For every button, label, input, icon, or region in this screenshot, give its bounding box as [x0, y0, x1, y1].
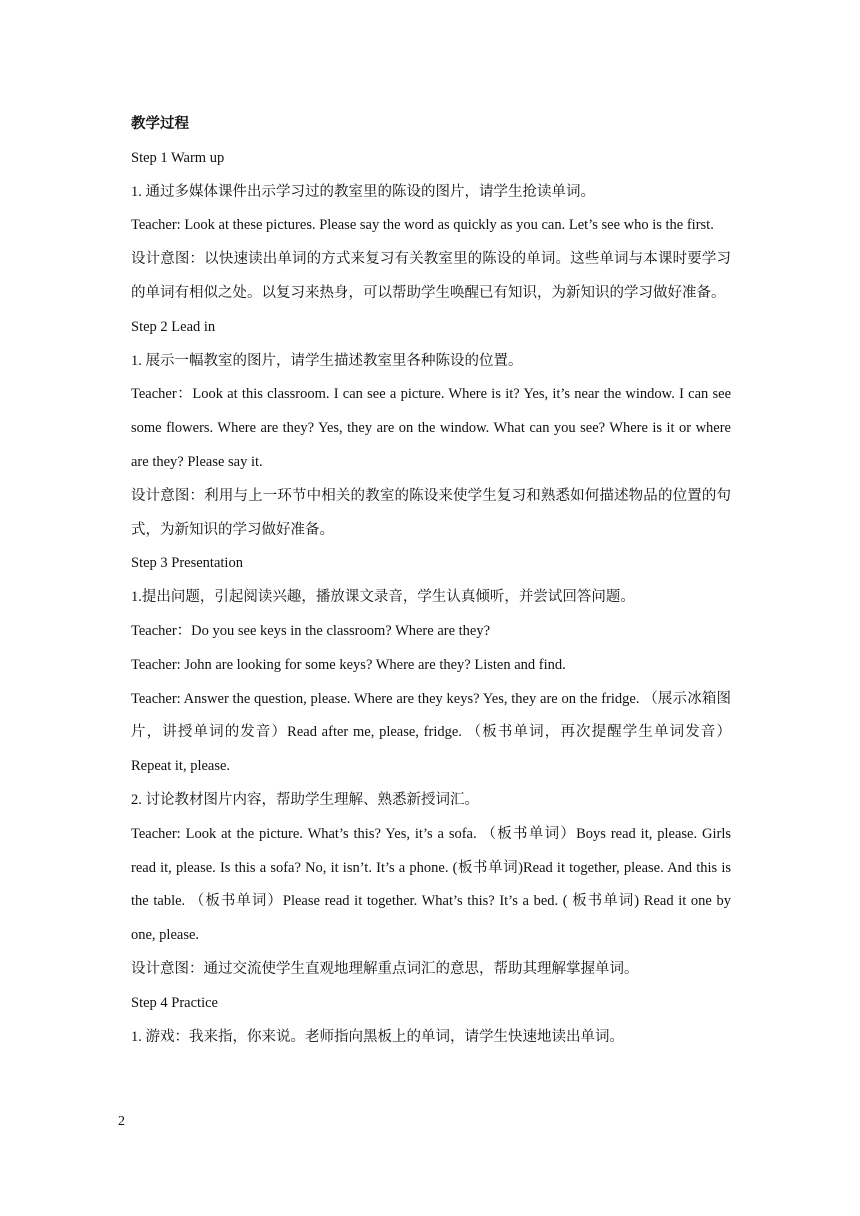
paragraph: Teacher: John are looking for some keys? Where are they? Listen and find.	[131, 656, 566, 673]
document-body	[131, 108, 731, 1054]
step-heading: Step 1 Warm up	[131, 149, 225, 166]
paragraph: Teacher: Look at these pictures. Please say the word as quickly as you can. Let’s see who is the first.	[131, 217, 714, 234]
step-heading: Step 2 Lead in	[131, 318, 216, 335]
paragraph: Teacher：Do you see keys in the classroom? Where are they?	[131, 622, 491, 639]
paragraph: Teacher: Look at the picture. What’s this? Yes, it’s a sofa. （板书单词）Boys read it, please. Girls read it, please. Is this a sofa? No, it isn’t. It’s a phone. (板书单词)Read it together, please. And this is the table. （板书单词）Please read it together. What’s this? It’s a bed. ( 板书单词) Read it one by one, please.	[131, 825, 731, 944]
step-heading: Step 3 Presentation	[131, 555, 243, 572]
section-title: 教学过程	[131, 116, 189, 132]
paragraph: 2. 讨论教材图片内容，帮助学生理解、熟悉新授词汇。	[131, 791, 479, 808]
page-number: 2	[118, 1114, 125, 1129]
paragraph: 1. 展示一幅教室的图片，请学生描述教室里各种陈设的位置。	[131, 352, 523, 369]
paragraph: 1. 通过多媒体课件出示学习过的教室里的陈设的图片，请学生抢读单词。	[131, 183, 595, 200]
paragraph: 设计意图：以快速读出单词的方式来复习有关教室里的陈设的单词。这些单词与本课时要学习的单词有相似之处。以复习来热身，可以帮助学生唤醒已有知识，为新知识的学习做好准备。	[131, 251, 731, 301]
paragraph: 1. 游戏：我来指，你来说。老师指向黑板上的单词，请学生快速地读出单词。	[131, 1028, 624, 1045]
paragraph: 1.提出问题，引起阅读兴趣，播放课文录音，学生认真倾听，并尝试回答问题。	[131, 589, 635, 606]
paragraph: Teacher: Answer the question, please. Where are they keys? Yes, they are on the fridge. （展示冰箱图片，讲授单词的发音）Read after me, please, fridge. （板书单词，再次提醒学生单词发音）Repeat it, please.	[131, 690, 731, 775]
step-heading: Step 4 Practice	[131, 994, 218, 1011]
paragraph: 设计意图：通过交流使学生直观地理解重点词汇的意思，帮助其理解掌握单词。	[131, 960, 639, 977]
paragraph: Teacher：Look at this classroom. I can see a picture. Where is it? Yes, it’s near the window. I can see some flowers. Where are they? Yes, they are on the window. What can you see? Where is it or where are they? Please say it.	[131, 386, 731, 470]
paragraph: 设计意图：利用与上一环节中相关的教室的陈设来使学生复习和熟悉如何描述物品的位置的句式，为新知识的学习做好准备。	[131, 487, 731, 538]
